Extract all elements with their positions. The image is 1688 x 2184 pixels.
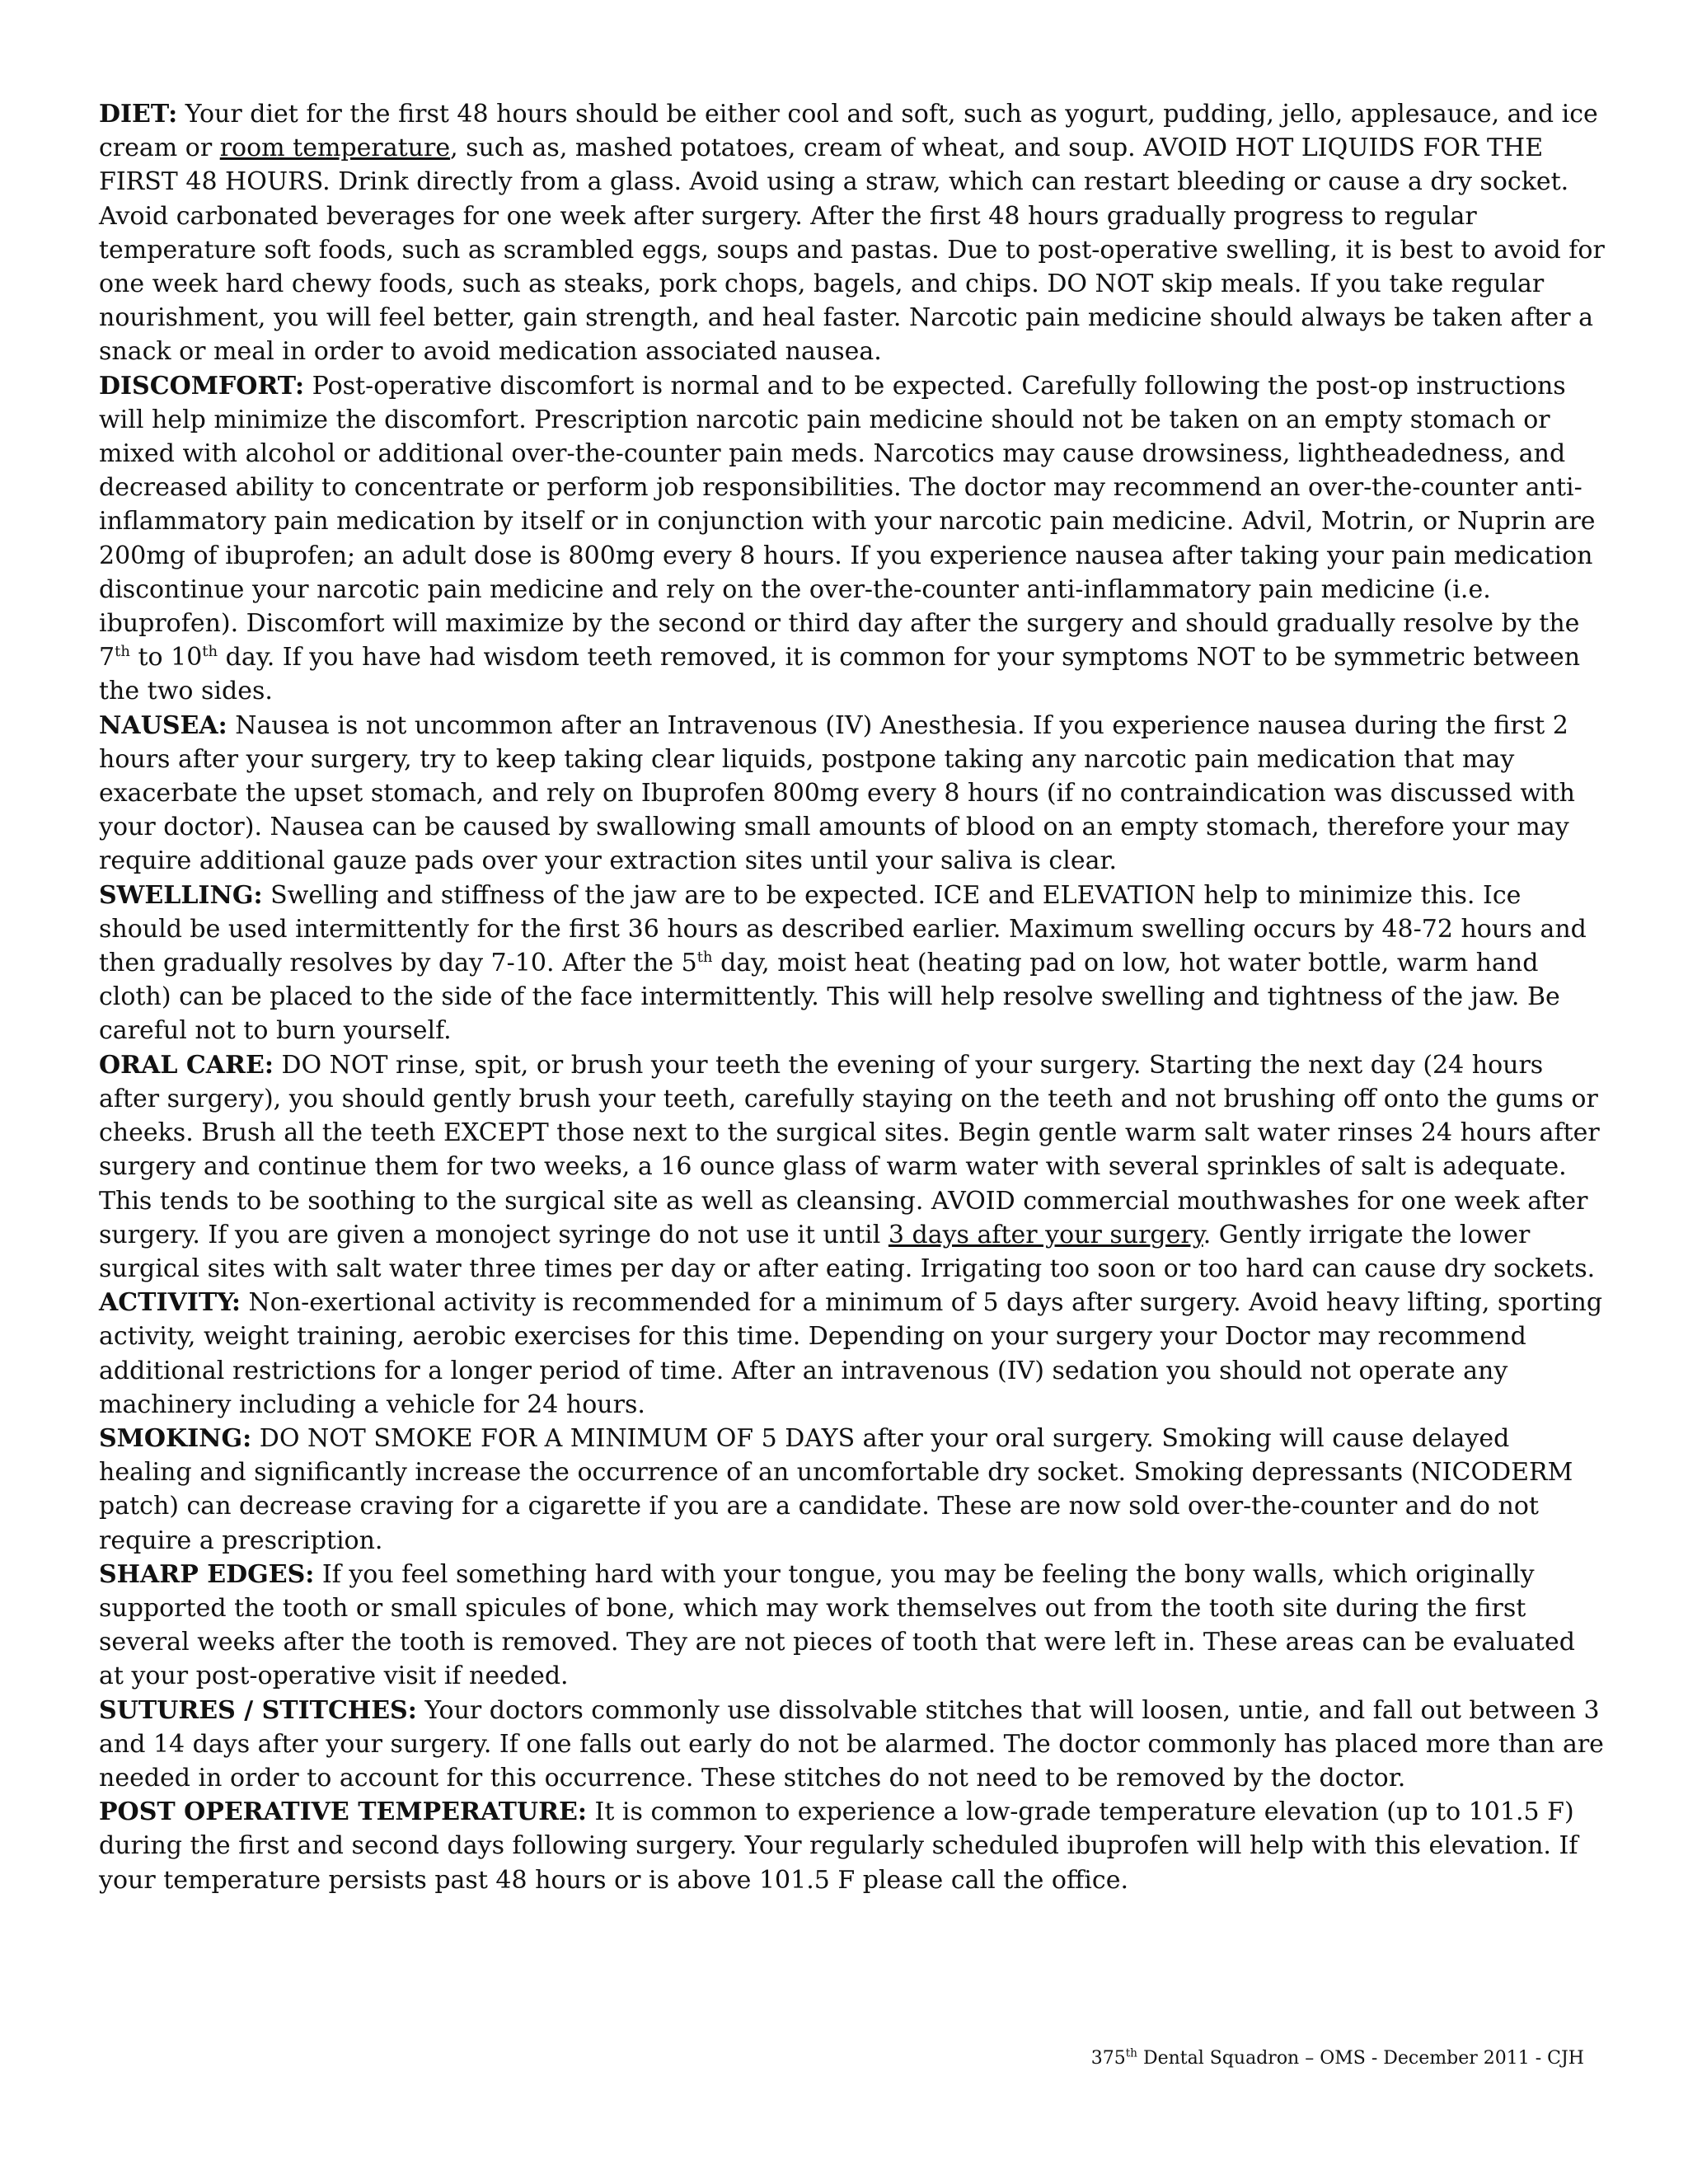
section-nausea — [99, 709, 1607, 879]
ordinal-suffix: th — [1125, 2046, 1137, 2060]
section-text: If you feel something hard with your tongue, you may be feeling the bony walls, which originally supported the tooth or small spicules of bone, which may work themselves out from the tooth site during the first several weeks after the tooth is removed. They are not pieces of tooth that were left in. These areas can be evaluated at your post-operative visit if needed. — [99, 1559, 1575, 1691]
section-text: day, moist heat (heating pad on low, hot water bottle, warm hand cloth) can be placed to the side of the face intermittently. This will help resolve swelling and tightness of the jaw. Be careful not to burn yourself. — [99, 949, 1560, 1046]
section-sutures — [99, 1694, 1607, 1796]
underlined-text: room temperature — [219, 134, 451, 163]
section-sharp-edges — [99, 1558, 1607, 1694]
section-smoking — [99, 1422, 1607, 1558]
section-text: Post-operative discomfort is normal and to be expected. Carefully following the post-op instructions will help minimize the discomfort. Prescription narcotic pain medicine should not be taken on an empty stomach or mixed with alcohol or additional over-the-counter pain meds. Narcotics may cause drowsiness, lightheadedness, and decreased ability to concentrate or perform job responsibilities. The doctor may recommend an over-the-counter anti-inflammatory pain medication by itself or in conjunction with your narcotic pain medicine. Advil, Motrin, or Nuprin are 200mg of ibuprofen; an adult dose is 800mg every 8 hours. If you experience nausea after taking your pain medication discontinue your narcotic pain medicine and rely on the over-the-counter anti-inflammatory pain medicine (i.e. ibuprofen). Discomfort will maximize by the second or third day after the surgery and should gradually resolve by the 7 — [99, 371, 1596, 673]
section-text: DO NOT rinse, spit, or brush your teeth the evening of your surgery. Starting the next day (24 hours after surgery), you should gently brush your teeth, carefully staying on the teeth and not brushing off onto the gums or cheeks. Brush all the teeth EXCEPT those next to the surgical sites. Begin gentle warm salt water rinses 24 hours after surgery and continue them for two weeks, a 16 ounce glass of warm water with several sprinkles of salt is adequate. This tends to be soothing to the surgical site as well as cleansing. AVOID commercial mouthwashes for one week after surgery. If you are given a monoject syringe do not use it until — [99, 1050, 1600, 1249]
section-discomfort — [99, 369, 1607, 709]
ordinal-suffix: th — [202, 643, 218, 661]
section-text: to 10 — [129, 643, 203, 673]
section-heading: ACTIVITY: — [99, 1288, 241, 1318]
section-text: Nausea is not uncommon after an Intravenous (IV) Anesthesia. If you experience nausea during the first 2 hours after your surgery, try to keep taking clear liquids, postpone taking any narcotic pain medication that may exacerbate the upset stomach, and rely on Ibuprofen 800mg every 8 hours (if no contraindication was discussed with your doctor). Nausea can be caused by swallowing small amounts of blood on an empty stomach, therefore your may require additional gauze pads over your extraction sites until your saliva is clear. — [99, 710, 1575, 876]
section-diet — [99, 97, 1607, 369]
section-heading: DIET: — [99, 100, 178, 129]
ordinal-suffix: th — [115, 643, 130, 661]
section-oral-care — [99, 1048, 1607, 1286]
section-heading: POST OPERATIVE TEMPERATURE: — [99, 1797, 587, 1827]
section-heading: SWELLING: — [99, 880, 263, 910]
ordinal-suffix: th — [696, 949, 713, 967]
section-text: DO NOT SMOKE FOR A MINIMUM OF 5 DAYS after your oral surgery. Smoking will cause delayed healing and significantly increase the occurrence of an uncomfortable dry socket. Smoking depressants (NICODERM patch) can decrease craving for a cigarette if you are a candidate. These are now sold over-the-counter and do not require a prescription. — [99, 1423, 1573, 1555]
section-text: Your doctors commonly use dissolvable stitches that will loosen, untie, and fall out between 3 and 14 days after your surgery. If one falls out early do not be alarmed. The doctor commonly has placed more than are needed in order to account for this occurrence. These stitches do not need to be removed by the doctor. — [99, 1695, 1604, 1793]
section-heading: NAUSEA: — [99, 710, 227, 740]
section-text: day. If you have had wisdom teeth removed, it is common for your symptoms NOT to be symmetric between the two sides. — [99, 643, 1581, 706]
section-swelling — [99, 879, 1607, 1048]
section-text: It is common to experience a low-grade temperature elevation (up to 101.5 F) during the first and second days following surgery. Your regularly scheduled ibuprofen will help with this elevation. If your temperature persists past 48 hours or is above 101.5 F please call the office. — [99, 1797, 1578, 1895]
section-heading: ORAL CARE: — [99, 1050, 274, 1080]
underlined-text: 3 days after your surgery — [888, 1220, 1203, 1249]
instructions-body — [99, 97, 1607, 1897]
section-heading: SMOKING: — [99, 1423, 252, 1453]
section-text: . Gently irrigate the lower surgical sites with salt water three times per day or after eating. Irrigating too soon or too hard can cause dry sockets. — [99, 1220, 1596, 1283]
section-heading: SUTURES / STITCHES: — [99, 1695, 417, 1725]
section-text: Swelling and stiffness of the jaw are to be expected. ICE and ELEVATION help to minimize this. Ice should be used intermittently for the first 36 hours as described earlier. Maximum swelling occurs by 48-72 hours and then gradually resolves by day 7-10. After the 5 — [99, 880, 1587, 978]
section-heading: SHARP EDGES: — [99, 1559, 315, 1589]
section-activity — [99, 1286, 1607, 1422]
section-heading: DISCOMFORT: — [99, 371, 305, 401]
footer-number: 375 — [1090, 2048, 1126, 2069]
section-text: Your diet for the first 48 hours should be either cool and soft, such as yogurt, pudding, jello, applesauce, and ice cream or — [99, 100, 1598, 163]
page-footer — [1091, 2046, 1584, 2071]
section-text: Non-exertional activity is recommended for a minimum of 5 days after surgery. Avoid heavy lifting, sporting activity, weight training, aerobic exercises for this time. Depending on your surgery your Doctor may recommend additional restrictions for a longer period of time. After an intravenous (IV) sedation you should not operate any machinery including a vehicle for 24 hours. — [99, 1288, 1603, 1419]
section-post-operative-temperature — [99, 1795, 1607, 1897]
section-text: , such as, mashed potatoes, cream of wheat, and soup. AVOID HOT LIQUIDS FOR THE FIRST 48 HOURS. Drink directly from a glass. Avoid using a straw, which can restart bleeding or cause a dry socket. Avoid carbonated beverages for one week after surgery. After the first 48 hours gradually progress to regular temperature soft foods, such as scrambled eggs, soups and pastas. Due to post-operative swelling, it is best to avoid for one week hard chewy foods, such as steaks, pork chops, bagels, and chips. DO NOT skip meals. If you take regular nourishment, you will feel better, gain strength, and heal faster. Narcotic pain medicine should always be taken after a snack or meal in order to avoid medication associated nausea. — [99, 134, 1605, 367]
footer-text: Dental Squadron – OMS - December 2011 - CJH — [1137, 2048, 1584, 2069]
